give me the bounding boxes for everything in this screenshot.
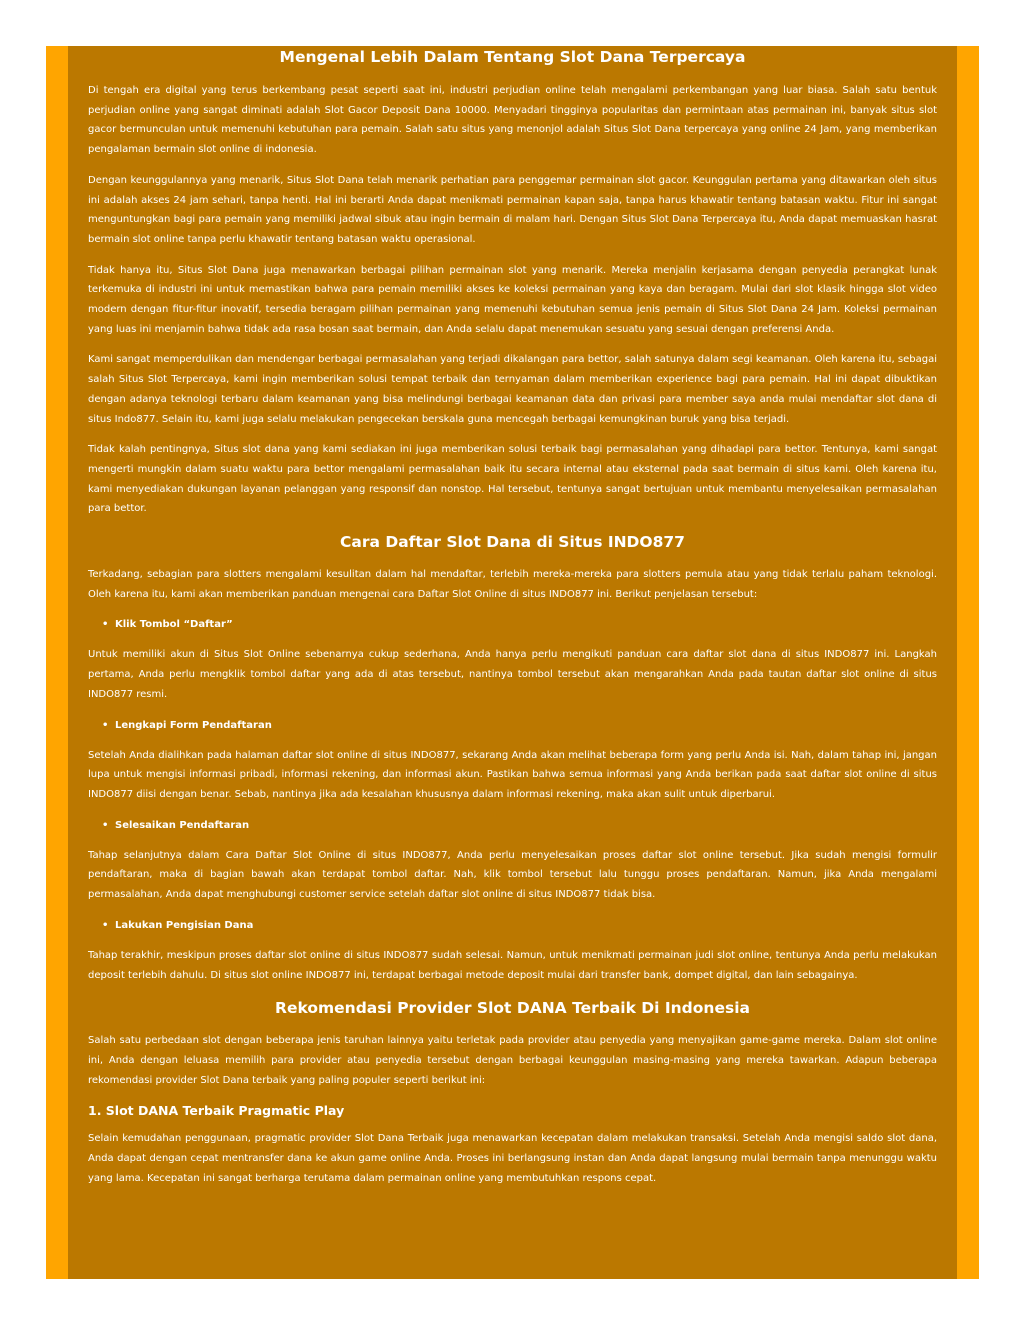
- step-list: [88, 816, 937, 835]
- step-list: [88, 615, 937, 634]
- paragraph: Terkadang, sebagian para slotters mengalami kesulitan dalam hal mendaftar, terlebih mereka-mereka para slotters pemula atau yang tidak terlalu paham teknologi. Oleh karena itu, kami akan memberikan panduan mengenai cara Daftar Slot Online di situs INDO877 ini. Berikut penjelasan tersebut:: [88, 569, 937, 600]
- subheading-pragmatic-play: 1. Slot DANA Terbaik Pragmatic Play: [88, 1103, 345, 1119]
- paragraph: Tidak kalah pentingnya, Situs slot dana yang kami sediakan ini juga memberikan solusi terbaik bagi permasalahan yang dihadapi para bettor. Tentunya, kami sangat mengerti mungkin dalam suatu waktu para bettor mengalami permasalahan baik itu secara internal atau eksternal pada saat bermain di situs kami. Oleh karena itu, kami menyediakan dukungan layanan pelanggan yang responsif dan nonstop. Hal tersebut, tentunya sangat bertujuan untuk membantu menyelesaikan permasalahan para bettor.: [88, 444, 937, 515]
- section-title-mengenal: Mengenal Lebih Dalam Tentang Slot Dana Terpercaya: [279, 48, 746, 66]
- step-label: Selesaikan Pendaftaran: [115, 819, 250, 831]
- step-item: [102, 716, 937, 735]
- paragraph: Kami sangat memperdulikan dan mendengar berbagai permasalahan yang terjadi dikalangan para bettor, salah satunya dalam segi keamanan. Oleh karena itu, sebagai salah Situs Slot Terpercaya, kami ingin memberikan solusi tempat terbaik dan ternyaman dalam memberikan experience bagi para pemain. Hal ini dapat dibuktikan dengan adanya teknologi terbaru dalam keamanan yang bisa melindungi berbagai keamanan data dan privasi para member saya anda mulai mendaftar slot dana di situs Indo877. Selain itu, kami juga selalu melakukan pengecekan berskala guna mencegah berbagai kemungkinan buruk yang bisa terjadi.: [88, 354, 937, 425]
- step-label: Klik Tombol “Daftar”: [115, 619, 233, 631]
- step-item: [102, 615, 937, 634]
- paragraph: Untuk memiliki akun di Situs Slot Online sebenarnya cukup sederhana, Anda hanya perlu mengikuti panduan cara daftar slot dana di situs INDO877 ini. Langkah pertama, Anda perlu mengklik tombol daftar yang ada di atas tersebut, nantinya tombol tersebut akan mengarahkan Anda pada tautan daftar slot online di situs INDO877 resmi.: [88, 649, 937, 700]
- article-panel: [68, 46, 957, 1279]
- step-item: [102, 916, 937, 935]
- step-label: Lakukan Pengisian Dana: [115, 919, 254, 931]
- paragraph: Dengan keunggulannya yang menarik, Situs Slot Dana telah menarik perhatian para penggemar permainan slot gacor. Keunggulan pertama yang ditawarkan oleh situs ini adalah akses 24 jam sehari, tanpa henti. Hal ini berarti Anda dapat menikmati permainan kapan saja, tanpa harus khawatir tentang batasan waktu. Fitur ini sangat menguntungkan bagi para pemain yang memiliki jadwal sibuk atau ingin bermain di malam hari. Dengan Situs Slot Dana Terpercaya itu, Anda dapat memuaskan hasrat bermain slot online tanpa perlu khawatir tentang batasan waktu operasional.: [88, 174, 937, 245]
- paragraph: Tahap terakhir, meskipun proses daftar slot online di situs INDO877 sudah selesai. Namun, untuk menikmati permainan judi slot online, tentunya Anda perlu melakukan deposit terlebih dahulu. Di situs slot online INDO877 ini, terdapat berbagai metode deposit mulai dari transfer bank, dompet digital, dan lain sebagainya.: [88, 949, 937, 981]
- paragraph: Setelah Anda dialihkan pada halaman daftar slot online di situs INDO877, sekarang Anda akan melihat beberapa form yang perlu Anda isi. Nah, dalam tahap ini, jangan lupa untuk mengisi informasi pribadi, informasi rekening, dan informasi akun. Pastikan bahwa semua informasi yang Anda berikan pada saat daftar slot online di situs INDO877 diisi dengan benar. Sebab, nantinya jika ada kesalahan khususnya dalam informasi rekening, maka akan sulit untuk diperbarui.: [88, 749, 937, 800]
- paragraph: Tidak hanya itu, Situs Slot Dana juga menawarkan berbagai pilihan permainan slot yang menarik. Mereka menjalin kerjasama dengan penyedia perangkat lunak terkemuka di industri ini untuk memastikan bahwa para pemain memiliki akses ke koleksi permainan yang kaya dan beragam. Mulai dari slot klasik hingga slot video modern dengan fitur-fitur inovatif, tersedia beragam pilihan permainan yang memenuhi kebutuhan semua jenis pemain di Situs Slot Dana 24 Jam. Koleksi permainan yang luas ini menjamin bahwa tidak ada rasa bosan saat bermain, dan Anda selalu dapat menemukan sesuatu yang sesuai dengan preferensi Anda.: [88, 264, 937, 335]
- bullet-icon: •: [102, 619, 109, 631]
- bullet-icon: •: [102, 919, 109, 931]
- step-item: [102, 816, 937, 835]
- paragraph: Salah satu perbedaan slot dengan beberapa jenis taruhan lainnya yaitu terletak pada provider atau penyedia yang menyajikan game-game mereka. Dalam slot online ini, Anda dengan leluasa memilih para provider atau penyedia tersebut dengan berbagai keunggulan masing-masing yang mereka tawarkan. Adapun beberapa rekomendasi provider Slot Dana terbaik yang paling populer seperti berikut ini:: [88, 1035, 937, 1086]
- paragraph: Selain kemudahan penggunaan, pragmatic provider Slot Dana Terbaik juga menawarkan kecepatan dalam melakukan transaksi. Setelah Anda mengisi saldo slot dana, Anda dapat dengan cepat mentransfer dana ke akun game online Anda. Proses ini berlangsung instan dan Anda dapat langsung mulai bermain tanpa menunggu waktu yang lama. Kecepatan ini sangat berharga terutama dalam permainan online yang membutuhkan respons cepat.: [88, 1133, 937, 1184]
- step-label: Lengkapi Form Pendaftaran: [115, 719, 272, 731]
- bullet-icon: •: [102, 819, 109, 831]
- step-list: [88, 916, 937, 935]
- paragraph: Tahap selanjutnya dalam Cara Daftar Slot Online di situs INDO877, Anda perlu menyelesaikan proses daftar slot online tersebut. Jika sudah mengisi formulir pendaftaran, maka di bagian bawah akan terdapat tombol daftar. Nah, klik tombol tersebut lalu tunggu proses pendaftaran. Namun, jika Anda mengalami permasalahan, Anda dapat menghubungi customer service setelah daftar slot online di situs INDO877 tidak bisa.: [88, 849, 937, 901]
- paragraph: Di tengah era digital yang terus berkembang pesat seperti saat ini, industri perjudian online telah mengalami perkembangan yang luar biasa. Salah satu bentuk perjudian online yang sangat diminati adalah Slot Gacor Deposit Dana 10000. Menyadari tingginya popularitas dan permintaan atas permainan ini, banyak situs slot gacor bermunculan untuk memenuhi kebutuhan para pemain. Salah satu situs yang menonjol adalah Situs Slot Dana terpercaya yang online 24 Jam, yang memberikan pengalaman bermain slot online di indonesia.: [88, 85, 937, 156]
- bullet-icon: •: [102, 719, 109, 731]
- step-list: [88, 716, 937, 735]
- section-title-cara-daftar: Cara Daftar Slot Dana di Situs INDO877: [340, 533, 685, 552]
- section-title-rekomendasi: Rekomendasi Provider Slot DANA Terbaik Di Indonesia: [275, 999, 750, 1018]
